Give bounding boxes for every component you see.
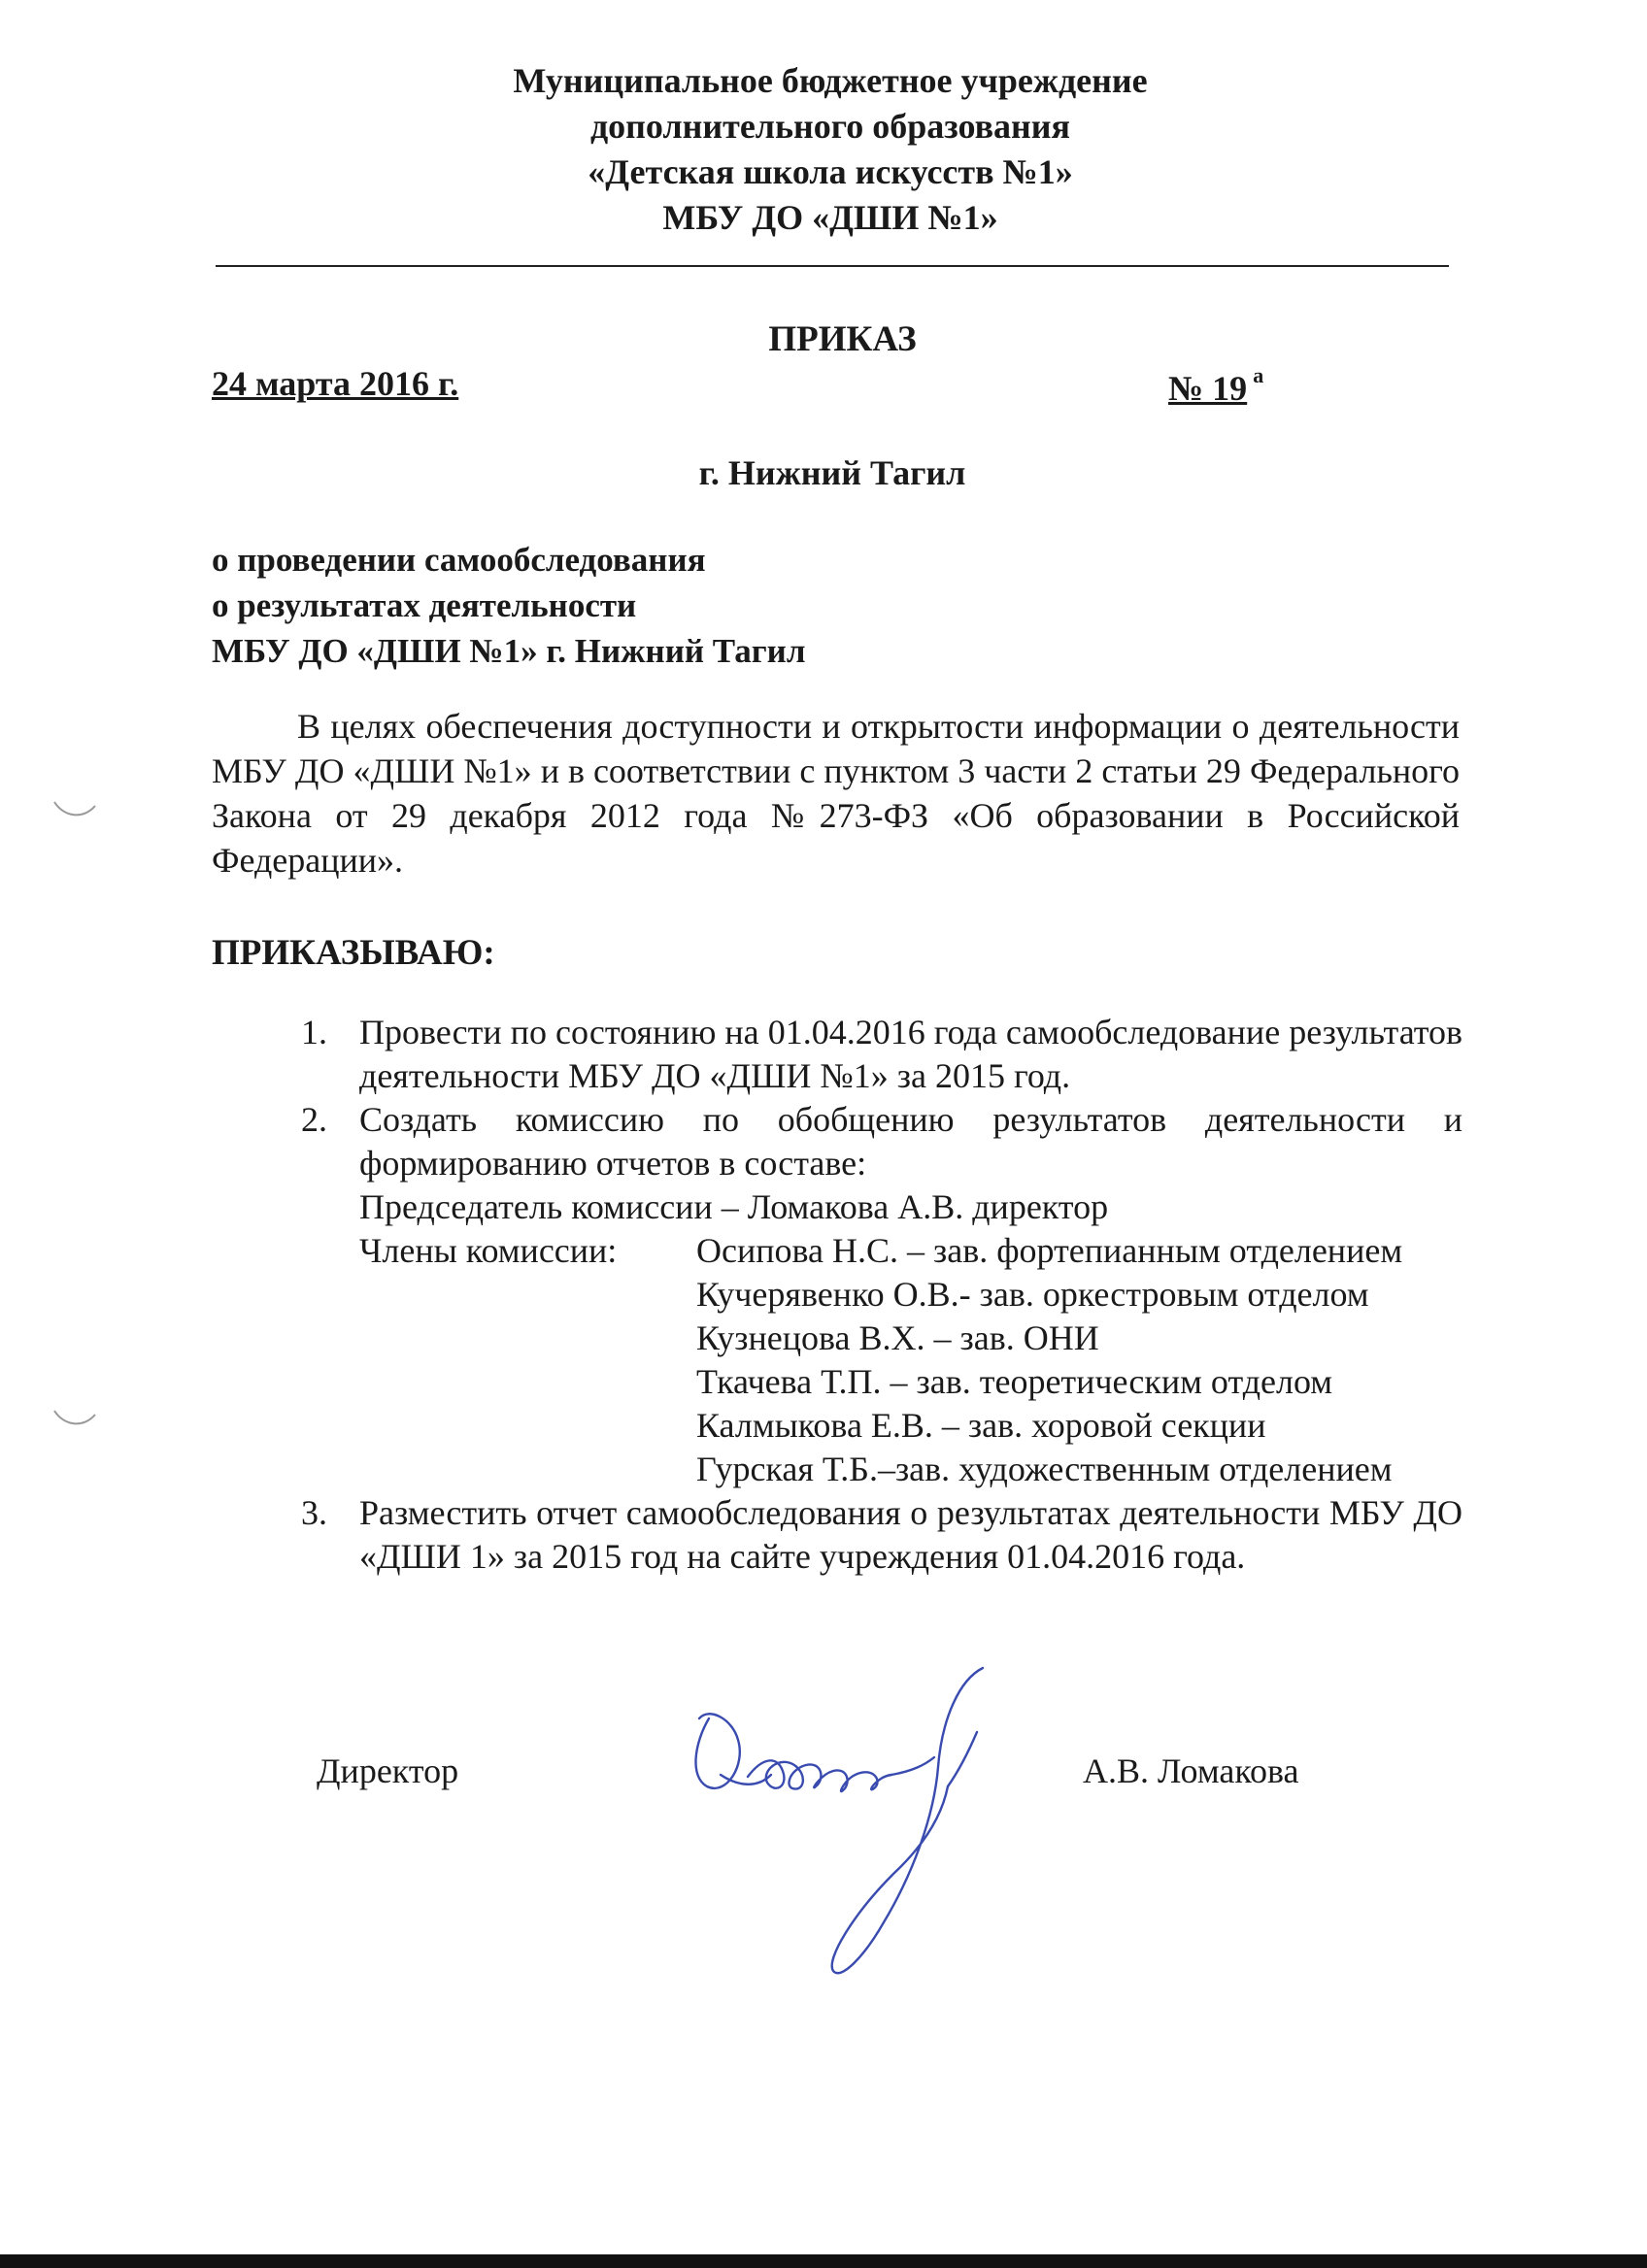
order-subject [212, 537, 805, 674]
subject-line-2: о результатах деятельности [212, 586, 637, 624]
commission-member: Осипова Н.С. – зав. фортепианным отделением [696, 1231, 1403, 1270]
commission-member-row [301, 1448, 1462, 1491]
signatory-name: А.В. Ломакова [1083, 1751, 1299, 1790]
order-items [301, 1011, 1462, 1579]
document-number [1168, 363, 1263, 409]
item-text: Провести по состоянию на 01.04.2016 года самообследование результатов деятельности МБУ ДО «ДШИ №1» за 2015 год. [359, 1013, 1462, 1095]
item-text: Разместить отчет самообследования о результатах деятельности МБУ ДО «ДШИ 1» за 2015 год на сайте учреждения 01.04.2016 года. [359, 1493, 1462, 1576]
item-number: 2. [301, 1100, 327, 1139]
order-heading: ПРИКАЗЫВАЮ: [212, 933, 495, 973]
header-line-3: «Детская школа искусств №1» [588, 152, 1073, 191]
scan-punch-mark [50, 796, 99, 825]
order-item-2 [301, 1098, 1462, 1185]
document-number-suffix: а [1253, 363, 1264, 387]
preamble [212, 704, 1460, 883]
item-number: 3. [301, 1493, 327, 1532]
commission-member: Калмыкова Е.В. – зав. хоровой секции [696, 1406, 1266, 1445]
commission-member-row [301, 1404, 1462, 1448]
handwritten-signature [670, 1651, 1088, 2000]
commission-member: Кузнецова В.Х. – зав. ОНИ [696, 1318, 1099, 1357]
commission-member-row [301, 1360, 1462, 1404]
document-number-text: № 19 [1168, 369, 1248, 408]
item-text: Создать комиссию по обобщению результатов деятельности и формированию отчетов в составе: [359, 1100, 1462, 1183]
organization-header [350, 58, 1311, 241]
order-item-1 [301, 1011, 1462, 1098]
header-line-2: дополнительного образования [589, 107, 1071, 146]
commission-member-row [301, 1317, 1462, 1360]
document-date: 24 марта 2016 г. [212, 364, 459, 403]
commission-member-row [301, 1229, 1462, 1273]
document-title: ПРИКАЗ [768, 319, 917, 359]
signatory-position: Директор [317, 1751, 459, 1790]
commission-member: Кучерявенко О.В.- зав. оркестровым отделом [696, 1275, 1369, 1314]
commission-chairman: Председатель комиссии – Ломакова А.В. директор [359, 1187, 1109, 1226]
item-number: 1. [301, 1013, 327, 1051]
header-line-4: МБУ ДО «ДШИ №1» [662, 198, 998, 237]
preamble-text: В целях обеспечения доступности и открытости информации о деятельности МБУ ДО «ДШИ №1» и в соответствии с пунктом 3 части 2 статьи 29 Федерального Закона от 29 декабря 2012 года №273-ФЗ «Об образовании в Российской Федерации». [212, 707, 1460, 880]
header-line-1: Муниципальное бюджетное учреждение [513, 61, 1148, 100]
subject-line-1: о проведении самообследования [212, 541, 706, 579]
order-item-3 [301, 1491, 1462, 1579]
scan-edge-band [0, 2254, 1647, 2268]
members-label: Члены комиссии: [359, 1231, 618, 1270]
header-divider [216, 265, 1449, 267]
scan-punch-mark [50, 1405, 99, 1434]
commission-member-row [301, 1273, 1462, 1317]
commission-member: Гурская Т.Б.–зав. художественным отделением [696, 1450, 1393, 1488]
subject-line-3: МБУ ДО «ДШИ №1» г. Нижний Тагил [212, 632, 806, 670]
document-city: г. Нижний Тагил [698, 453, 966, 492]
commission-member: Ткачева Т.П. – зав. теоретическим отделом [696, 1362, 1333, 1401]
